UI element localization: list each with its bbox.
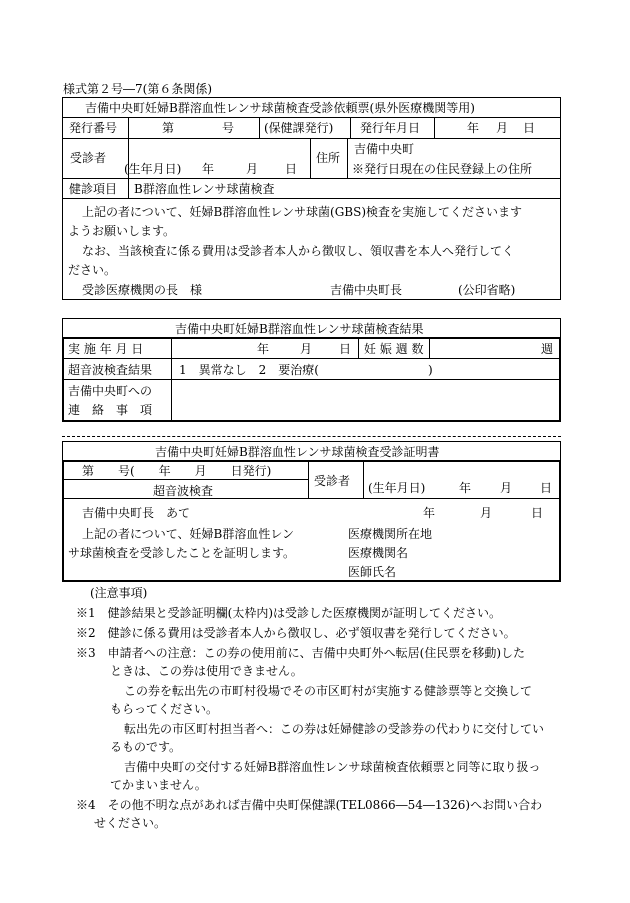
result-title: 吉備中央町妊婦B群溶血性レンサ球菌検査結果 bbox=[175, 322, 424, 336]
request-body-2a: なお、当該検査に係る費用は受診者本人から徴収し、領収書を本人へ発行してく bbox=[82, 244, 515, 258]
cert-birth-day: 日 bbox=[540, 481, 553, 495]
impl-year: 年 bbox=[257, 342, 270, 356]
notes-heading: (注意事項) bbox=[90, 586, 148, 600]
cert-to-mayor: 吉備中央町長 あて bbox=[82, 506, 191, 520]
address-note: ※発行日現在の住民登録上の住所 bbox=[352, 162, 533, 176]
issue-date-label: 発行年月日 bbox=[360, 121, 421, 135]
birth-day: 日 bbox=[285, 162, 298, 176]
facility-name-label: 医療機関名 bbox=[348, 546, 409, 560]
exam-item-value: B群溶血性レンサ球菌検査 bbox=[134, 182, 275, 196]
cert-number-line: 第 号( 年 月 日発行) bbox=[82, 464, 272, 478]
address-town: 吉備中央町 bbox=[354, 142, 415, 156]
certificate-title: 吉備中央町妊婦B群溶血性レンサ球菌検査受診証明書 bbox=[155, 445, 440, 459]
note-3g: 吉備中央町の交付する妊婦B群溶血性レンサ球菌検査依頼票と同等に取り扱っ bbox=[124, 760, 541, 774]
cert-day: 日 bbox=[531, 506, 544, 520]
note-3b: ときは、この券は使用できません。 bbox=[110, 664, 303, 678]
exam-item-label: 健診項目 bbox=[69, 182, 118, 196]
request-title: 吉備中央町妊婦B群溶血性レンサ球菌検査受診依頼票(県外医療機関等用) bbox=[85, 101, 475, 115]
cert-body-b: サ球菌検査を受診したことを証明します。 bbox=[68, 546, 296, 560]
note-2: ※2 健診に係る費用は受診者本人から徴収し、必ず領収書を発行してください。 bbox=[76, 626, 516, 640]
seal-omitted: (公印省略) bbox=[458, 283, 516, 297]
weeks-label: 妊 娠 週 数 bbox=[364, 342, 424, 356]
issue-month: 月 bbox=[496, 121, 509, 135]
note-3f: るものです。 bbox=[110, 740, 182, 754]
cert-ultrasound: 超音波検査 bbox=[153, 484, 214, 498]
cert-birth-label: (生年月日) bbox=[368, 481, 426, 495]
note-4b: せください。 bbox=[94, 816, 167, 830]
request-body-2b: ださい。 bbox=[68, 263, 117, 277]
contact-label-2: 連 絡 事 項 bbox=[68, 403, 153, 417]
note-3d: もらってください。 bbox=[110, 702, 219, 716]
note-3e: 転出先の市区町村担当者へ：この券は妊婦健診の受診券の代わりに交付してい bbox=[124, 722, 545, 736]
examinee-label: 受診者 bbox=[70, 151, 107, 165]
mayor-signature: 吉備中央町長 bbox=[330, 283, 403, 297]
request-body-1a: 上記の者について、妊婦B群溶血性レンサ球菌(GBS)検査を実施してくださいます bbox=[82, 205, 523, 219]
note-4a: ※4 その他不明な点があれば吉備中央町保健課(TEL0866―54―1326)へお問い合わ bbox=[76, 798, 543, 812]
birth-year: 年 bbox=[202, 162, 215, 176]
cert-year: 年 bbox=[423, 506, 436, 520]
doctor-name-label: 医師氏名 bbox=[348, 565, 397, 579]
cert-month: 月 bbox=[480, 506, 493, 520]
address-label: 住所 bbox=[316, 151, 341, 165]
cut-line bbox=[62, 436, 561, 437]
cert-body-a: 上記の者について、妊婦B群溶血性レン bbox=[82, 527, 295, 541]
ultrasound-label: 超音波検査結果 bbox=[68, 363, 153, 377]
form-number: 様式第２号―7(第６条関係) bbox=[63, 82, 212, 96]
issuer-label: (保健課発行) bbox=[264, 121, 334, 135]
note-3c: この券を転出先の市町村役場でその市区町村が実施する健診票等と交換して bbox=[124, 684, 533, 698]
issue-day: 日 bbox=[523, 121, 536, 135]
impl-day: 日 bbox=[339, 342, 352, 356]
request-body-1b: ようお願いします。 bbox=[68, 224, 176, 238]
issue-year: 年 bbox=[467, 121, 480, 135]
contact-label-1: 吉備中央町への bbox=[68, 384, 153, 398]
issue-no-label: 発行番号 bbox=[69, 121, 118, 135]
cert-birth-month: 月 bbox=[500, 481, 513, 495]
birth-label: (生年月日) bbox=[124, 162, 182, 176]
issue-no-dai: 第 bbox=[162, 121, 175, 135]
cert-birth-year: 年 bbox=[459, 481, 472, 495]
addressee: 受診医療機関の長 様 bbox=[82, 283, 203, 297]
impl-month: 月 bbox=[300, 342, 313, 356]
birth-month: 月 bbox=[246, 162, 259, 176]
note-3a: ※3 申請者への注意：この券の使用前に、吉備中央町外へ転居(住民票を移動)した bbox=[76, 646, 526, 660]
cert-examinee-label: 受診者 bbox=[314, 474, 351, 488]
facility-address-label: 医療機関所在地 bbox=[348, 527, 433, 541]
note-3h: てかまいません。 bbox=[110, 778, 207, 792]
weeks-unit: 週 bbox=[541, 342, 554, 356]
ultrasound-close: ) bbox=[428, 363, 433, 377]
note-1: ※1 健診結果と受診証明欄(太枠内)は受診した医療機関が証明してください。 bbox=[76, 606, 502, 620]
impl-date-label: 実 施 年 月 日 bbox=[68, 342, 144, 356]
ultrasound-options: 1 異常なし 2 要治療( bbox=[179, 363, 319, 377]
issue-no-go: 号 bbox=[222, 121, 235, 135]
